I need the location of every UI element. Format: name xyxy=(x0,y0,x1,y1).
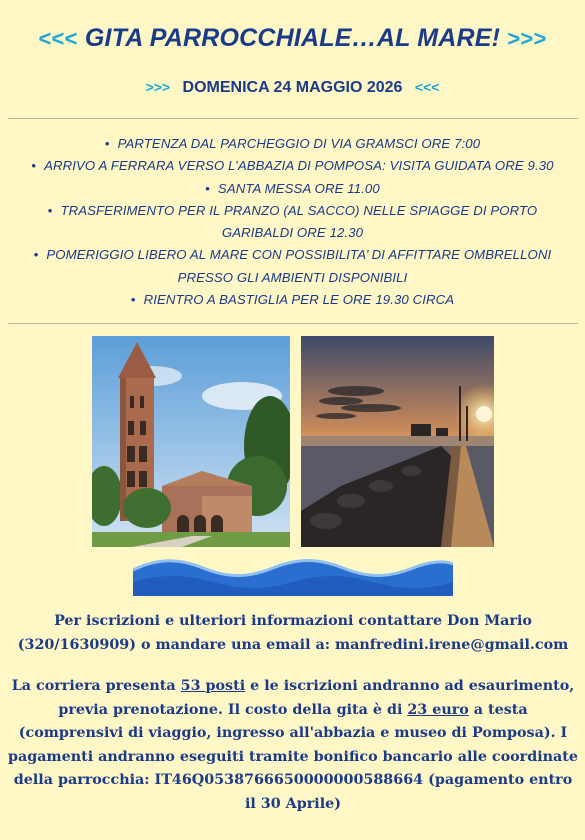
wave-decoration xyxy=(133,556,453,596)
schedule-item: • SANTA MESSA ORE 11.00 xyxy=(205,180,380,196)
schedule-item: • POMERIGGIO LIBERO AL MARE CON POSSIBILITA’ DI AFFITTARE OMBRELLONI xyxy=(33,247,552,263)
schedule-list xyxy=(10,133,575,311)
bullet-icon: • xyxy=(31,158,37,174)
abbey-photo xyxy=(92,336,290,547)
title-arrows-right: >>> xyxy=(507,26,547,51)
date-arrows-left: >>> xyxy=(145,79,171,95)
schedule-item: • PARTENZA DAL PARCHEGGIO DI VIA GRAMSCI ORE 7:00 xyxy=(104,136,481,151)
event-date xyxy=(0,79,585,97)
schedule-item-continued: PRESSO GLI AMBIENTI DISPONIBILI xyxy=(177,269,408,285)
bullet-icon: • xyxy=(33,247,39,263)
divider-top xyxy=(8,118,578,119)
divider-bottom xyxy=(8,323,578,324)
email-link[interactable]: manfredini.irene@gmail.com xyxy=(335,636,569,653)
title-text: GITA PARROCCHIALE…AL MARE! xyxy=(84,24,501,52)
schedule-item: • RIENTRO A BASTIGLIA PER LE ORE 19.30 CIRCA xyxy=(130,292,455,308)
schedule-item: • TRASFERIMENTO PER IL PRANZO (AL SACCO) NELLE SPIAGGE DI PORTO xyxy=(47,202,538,218)
bullet-icon: • xyxy=(205,180,210,196)
contact-info: Per iscrizioni e ulteriori informazioni contattare Don Mario (320/1630909) o mandare una email a: manfredini.irene@gmail.com xyxy=(17,613,569,653)
trip-price: 23 euro xyxy=(407,701,469,718)
pier-sunset-photo xyxy=(301,336,494,547)
title-arrows-left: <<< xyxy=(38,26,78,51)
seats-count: 53 posti xyxy=(180,678,246,694)
date-arrows-right: <<< xyxy=(414,79,440,95)
trip-details: La corriera presenta 53 posti e le iscrizioni andranno ad esaurimento, previa prenotazione. Il costo della gita è di 23 euro a testa (comprensivi di viaggio, ingresso all'abbazia e museo di Pomposa). I pagamenti andranno eseguiti tramite bonifico bancario alle coordinate della parrocchia: IT46Q0538766650000000588664 (pagamento entro il 30 Aprile) xyxy=(8,678,578,812)
bullet-icon: • xyxy=(104,136,110,151)
bullet-icon: • xyxy=(130,292,136,308)
schedule-item-continued: GARIBALDI ORE 12.30 xyxy=(221,225,364,241)
bullet-icon: • xyxy=(47,202,53,218)
page-title xyxy=(0,24,585,53)
schedule-item: • ARRIVO A FERRARA VERSO L’ABBAZIA DI POMPOSA: VISITA GUIDATA ORE 9.30 xyxy=(31,158,554,174)
date-text: DOMENICA 24 MAGGIO 2026 xyxy=(182,79,403,96)
